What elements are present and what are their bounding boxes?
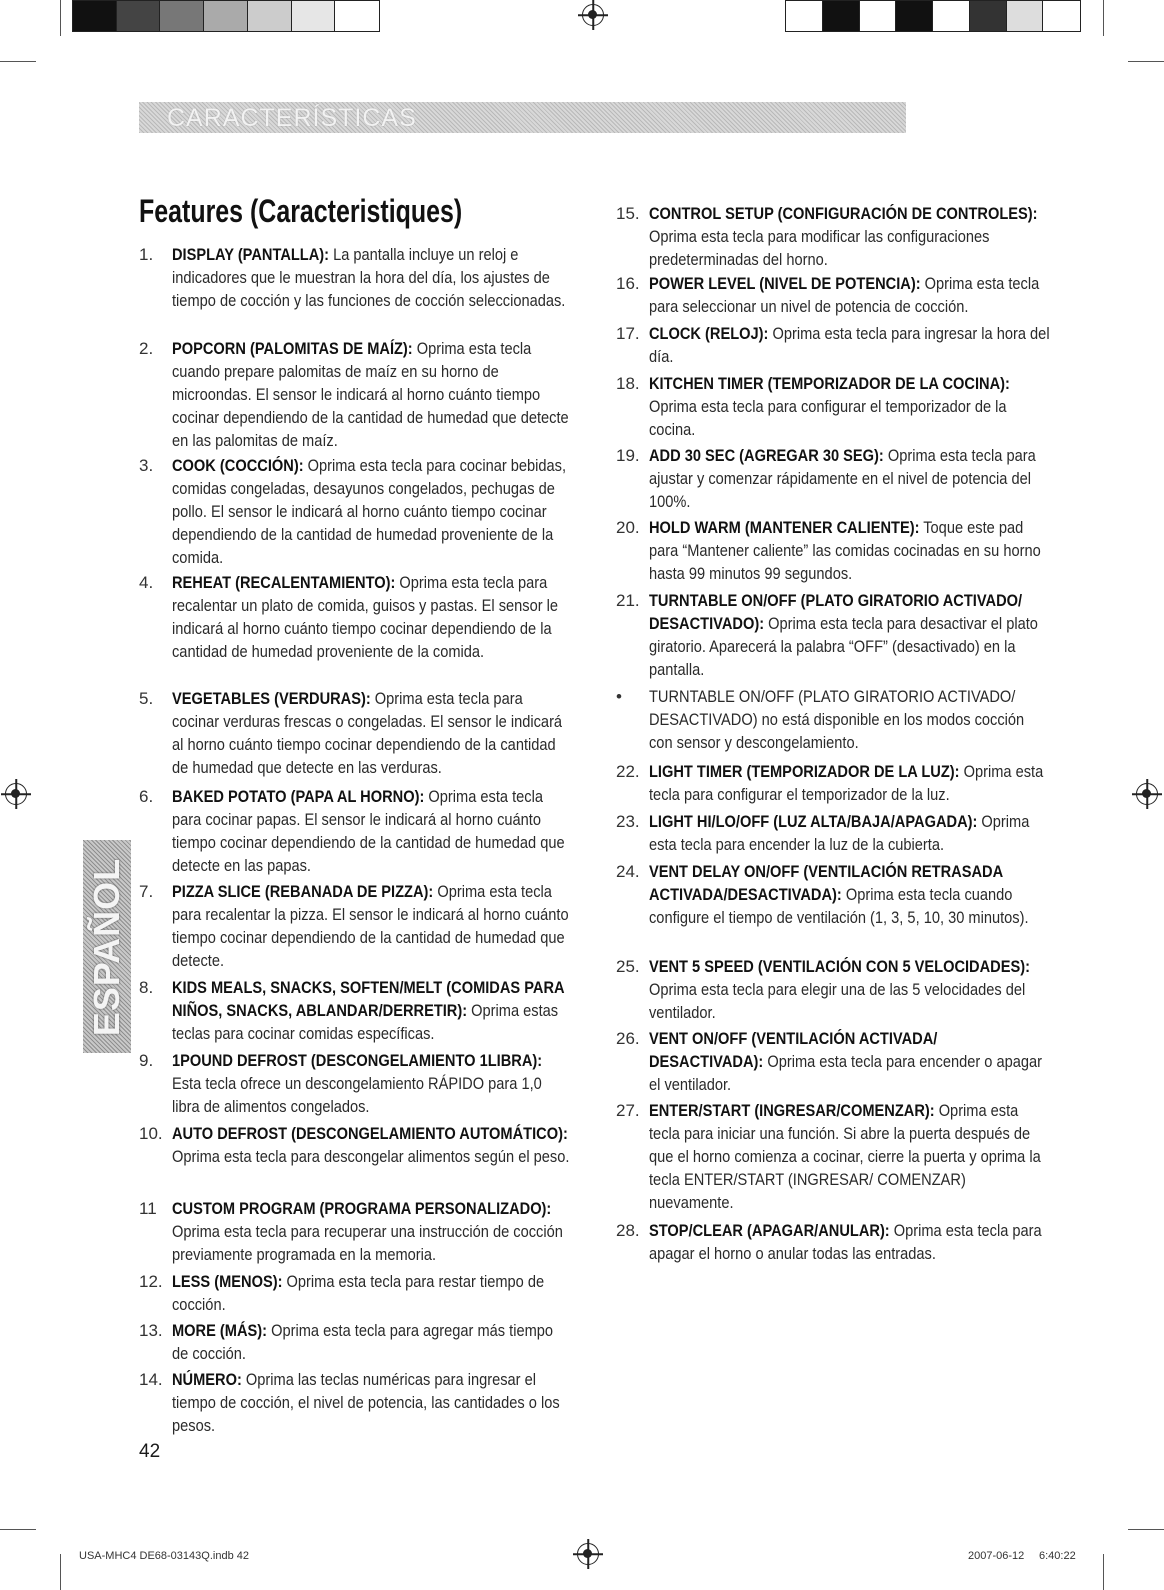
feature-description: TURNTABLE ON/OFF (PLATO GIRATORIO ACTIVADO/ DESACTIVADO) no está disponible en los modos cocción con sensor y descongelamiento. xyxy=(649,687,1025,752)
feature-number: 11 xyxy=(139,1199,157,1218)
feature-heading: LIGHT HI/LO/OFF (LUZ ALTA/BAJA/APAGADA): xyxy=(649,812,978,831)
feature-number: 17. xyxy=(616,324,640,343)
feature-heading: NÚMERO: xyxy=(172,1370,242,1389)
feature-heading: ADD 30 SEC (AGREGAR 30 SEG): xyxy=(649,446,884,465)
feature-description: La pantalla incluye un reloj e indicadores que le muestran la hora del día, los ajustes de tiempo de cocción y las funciones de cocción seleccionadas. xyxy=(172,245,566,310)
feature-heading: ENTER/START (INGRESAR/COMENZAR): xyxy=(649,1101,935,1120)
crop-mark xyxy=(1128,1529,1164,1530)
feature-number: 21. xyxy=(616,591,640,610)
feature-heading: REHEAT (RECALENTAMIENTO): xyxy=(172,573,396,592)
feature-description: Oprima esta tecla cuando prepare palomitas de maíz en su horno de microondas. El sensor le indicará al horno cuánto tiempo cocinar dependiendo de la cantidad de humedad que detecte en las palomitas de maíz. xyxy=(172,339,569,450)
feature-number: 24. xyxy=(616,862,640,881)
feature-heading: VENT ON/OFF (VENTILACIÓN ACTIVADA/ DESACTIVADA): xyxy=(649,1029,938,1071)
page-number: 42 xyxy=(139,1441,161,1462)
feature-description: Oprima esta tecla para seleccionar un nivel de potencia de cocción. xyxy=(649,274,1040,316)
feature-number: 2. xyxy=(139,339,154,358)
feature-heading: CLOCK (RELOJ): xyxy=(649,324,769,343)
feature-description: Toque este pad para “Mantener caliente” las comidas cocinadas en su horno hasta 99 minutos 99 segundos. xyxy=(649,518,1041,583)
feature-description: Oprima esta tecla para iniciar una función. Si abre la puerta después de que el horno comienza a cocinar, cierre la puerta y oprima la tecla ENTER/START (INGRESAR/ COMENZAR) nuevamente. xyxy=(649,1101,1041,1212)
feature-number: 7. xyxy=(139,882,154,901)
feature-heading: LESS (MENOS): xyxy=(172,1272,283,1291)
registration-target-icon xyxy=(1136,783,1158,805)
feature-heading: STOP/CLEAR (APAGAR/ANULAR): xyxy=(649,1221,890,1240)
feature-heading: KITCHEN TIMER (TEMPORIZADOR DE LA COCINA): xyxy=(649,374,1010,393)
footer-date: 2007-06-12 xyxy=(968,1550,1025,1562)
feature-description: Oprima esta tecla para agregar más tiempo de cocción. xyxy=(172,1321,554,1363)
footer-file: USA-MHC4 DE68-03143Q.indb 42 xyxy=(79,1550,249,1562)
feature-number: 14. xyxy=(139,1370,163,1389)
crop-mark xyxy=(60,0,61,36)
registration-bar-left xyxy=(72,0,380,32)
feature-description: Oprima esta tecla para recuperar una instrucción de cocción previamente programada en la memoria. xyxy=(172,1222,563,1264)
feature-heading: VEGETABLES (VERDURAS): xyxy=(172,689,371,708)
feature-description: Oprima esta tecla para configurar el temporizador de la luz. xyxy=(649,762,1044,804)
crop-mark xyxy=(0,1529,36,1530)
section-banner xyxy=(139,102,906,133)
feature-description: Oprima esta tecla para cocinar bebidas, comidas congeladas, desayunos congelados, pechugas de pollo. El sensor le indicará al horno cuánto tiempo cocinar dependiendo de la cantidad de humedad proveniente de la comida. xyxy=(172,456,567,567)
feature-number: 13. xyxy=(139,1321,163,1340)
feature-number: 9. xyxy=(139,1051,154,1070)
feature-description: Oprima esta tecla para apagar el horno o anular todas las entradas. xyxy=(649,1221,1042,1263)
feature-number: 23. xyxy=(616,812,640,831)
feature-number: 4. xyxy=(139,573,154,592)
feature-description: Oprima esta tecla para restar tiempo de cocción. xyxy=(172,1272,545,1314)
feature-heading: CONTROL SETUP (CONFIGURACIÓN DE CONTROLES): xyxy=(649,204,1038,223)
feature-number: 19. xyxy=(616,446,640,465)
feature-number: 16. xyxy=(616,274,640,293)
feature-heading: DISPLAY (PANTALLA): xyxy=(172,245,330,264)
feature-heading: AUTO DEFROST (DESCONGELAMIENTO AUTOMÁTICO): xyxy=(172,1124,568,1143)
feature-description: Oprima esta tecla para cocinar verduras frescas o congeladas. El sensor le indicará al horno cuánto tiempo cocinar dependiendo de la cantidad de humedad que detecte en las verduras. xyxy=(172,689,563,777)
feature-number: 15. xyxy=(616,204,640,223)
feature-heading: CUSTOM PROGRAM (PROGRAMA PERSONALIZADO): xyxy=(172,1199,552,1218)
language-side-tab-label: ESPAÑOL xyxy=(86,857,127,1036)
feature-number: 10. xyxy=(139,1124,163,1143)
feature-number: 3. xyxy=(139,456,154,475)
crop-mark xyxy=(1103,0,1104,36)
feature-number: 18. xyxy=(616,374,640,393)
feature-number: 6. xyxy=(139,787,154,806)
feature-number: 22. xyxy=(616,762,640,781)
feature-description: Oprima las teclas numéricas para ingresar el tiempo de cocción, el nivel de potencia, las cantidades o los pesos. xyxy=(172,1370,560,1435)
registration-bar-right xyxy=(785,0,1081,32)
feature-heading: PIZZA SLICE (REBANADA DE PIZZA): xyxy=(172,882,434,901)
feature-description: Oprima esta tecla para encender la luz de la cubierta. xyxy=(649,812,1030,854)
feature-description: Oprima estas teclas para cocinar comidas específicas. xyxy=(172,1001,559,1043)
feature-number: 28. xyxy=(616,1221,640,1240)
language-side-tab xyxy=(83,840,131,1053)
feature-heading: VENT DELAY ON/OFF (VENTILACIÓN RETRASADA ACTIVADA/DESACTIVADA): xyxy=(649,862,1003,904)
feature-heading: HOLD WARM (MANTENER CALIENTE): xyxy=(649,518,920,537)
feature-number: 20. xyxy=(616,518,640,537)
feature-description: Oprima esta tecla cuando configure el tiempo de ventilación (1, 3, 5, 10, 30 minutos). xyxy=(649,885,1029,927)
footer-time: 6:40:22 xyxy=(1039,1550,1076,1562)
feature-number: 26. xyxy=(616,1029,640,1048)
feature-description: Oprima esta tecla para descongelar alimentos según el peso. xyxy=(172,1147,570,1166)
feature-description: Oprima esta tecla para elegir una de las 5 velocidades del ventilador. xyxy=(649,980,1026,1022)
crop-mark xyxy=(1103,1554,1104,1590)
feature-description: Oprima esta tecla para modificar las configuraciones predeterminadas del horno. xyxy=(649,227,990,269)
feature-heading: 1POUND DEFROST (DESCONGELAMIENTO 1LIBRA): xyxy=(172,1051,543,1070)
crop-mark xyxy=(0,61,36,62)
feature-heading: COOK (COCCIÓN): xyxy=(172,456,304,475)
feature-description: Oprima esta tecla para recalentar la pizza. El sensor le indicará al horno cuánto tiempo cocinar dependiendo de la cantidad de humedad que detecte. xyxy=(172,882,569,970)
feature-heading: KIDS MEALS, SNACKS, SOFTEN/MELT (COMIDAS PARA NIÑOS, SNACKS, ABLANDAR/DERRETIR): xyxy=(172,978,565,1020)
feature-heading: VENT 5 SPEED (VENTILACIÓN CON 5 VELOCIDADES): xyxy=(649,957,1030,976)
feature-number: • xyxy=(616,687,622,706)
registration-target-icon xyxy=(5,783,27,805)
feature-description: Oprima esta tecla para desactivar el plato giratorio. Aparecerá la palabra “OFF” (desactivado) en la pantalla. xyxy=(649,614,1038,679)
feature-description: Oprima esta tecla para configurar el temporizador de la cocina. xyxy=(649,397,1007,439)
feature-heading: LIGHT TIMER (TEMPORIZADOR DE LA LUZ): xyxy=(649,762,960,781)
feature-number: 27. xyxy=(616,1101,640,1120)
crop-mark xyxy=(1128,61,1164,62)
feature-heading: TURNTABLE ON/OFF (PLATO GIRATORIO ACTIVADO/ DESACTIVADO): xyxy=(649,591,1023,633)
feature-description: Oprima esta tecla para cocinar papas. El sensor le indicará al horno cuánto tiempo cocinar dependiendo de la cantidad de humedad que detecte en las papas. xyxy=(172,787,565,875)
registration-target-icon xyxy=(577,1543,599,1565)
feature-number: 5. xyxy=(139,689,154,708)
feature-heading: POPCORN (PALOMITAS DE MAÍZ): xyxy=(172,339,413,358)
feature-description: Oprima esta tecla para ajustar y comenzar rápidamente en el nivel de potencia del 100%. xyxy=(649,446,1036,511)
feature-description: Oprima esta tecla para encender o apagar el ventilador. xyxy=(649,1052,1043,1094)
feature-heading: BAKED POTATO (PAPA AL HORNO): xyxy=(172,787,425,806)
feature-number: 1. xyxy=(139,245,154,264)
feature-heading: MORE (MÁS): xyxy=(172,1321,268,1340)
crop-mark xyxy=(60,1554,61,1590)
section-banner-title: CARACTERÍSTICAS xyxy=(167,104,417,132)
registration-target-icon xyxy=(582,4,604,26)
feature-description: Oprima esta tecla para ingresar la hora del día. xyxy=(649,324,1050,366)
feature-number: 8. xyxy=(139,978,154,997)
feature-heading: POWER LEVEL (NIVEL DE POTENCIA): xyxy=(649,274,921,293)
feature-number: 25. xyxy=(616,957,640,976)
page-title: Features (Caracteristiques) xyxy=(139,193,463,229)
feature-number: 12. xyxy=(139,1272,163,1291)
feature-description: Oprima esta tecla para recalentar un plato de comida, guisos y pastas. El sensor le indicará al horno cuánto tiempo cocinar dependiendo de la cantidad de humedad proveniente de la comida. xyxy=(172,573,559,661)
feature-description: Esta tecla ofrece un descongelamiento RÁPIDO para 1,0 libra de alimentos congelados. xyxy=(172,1074,542,1116)
